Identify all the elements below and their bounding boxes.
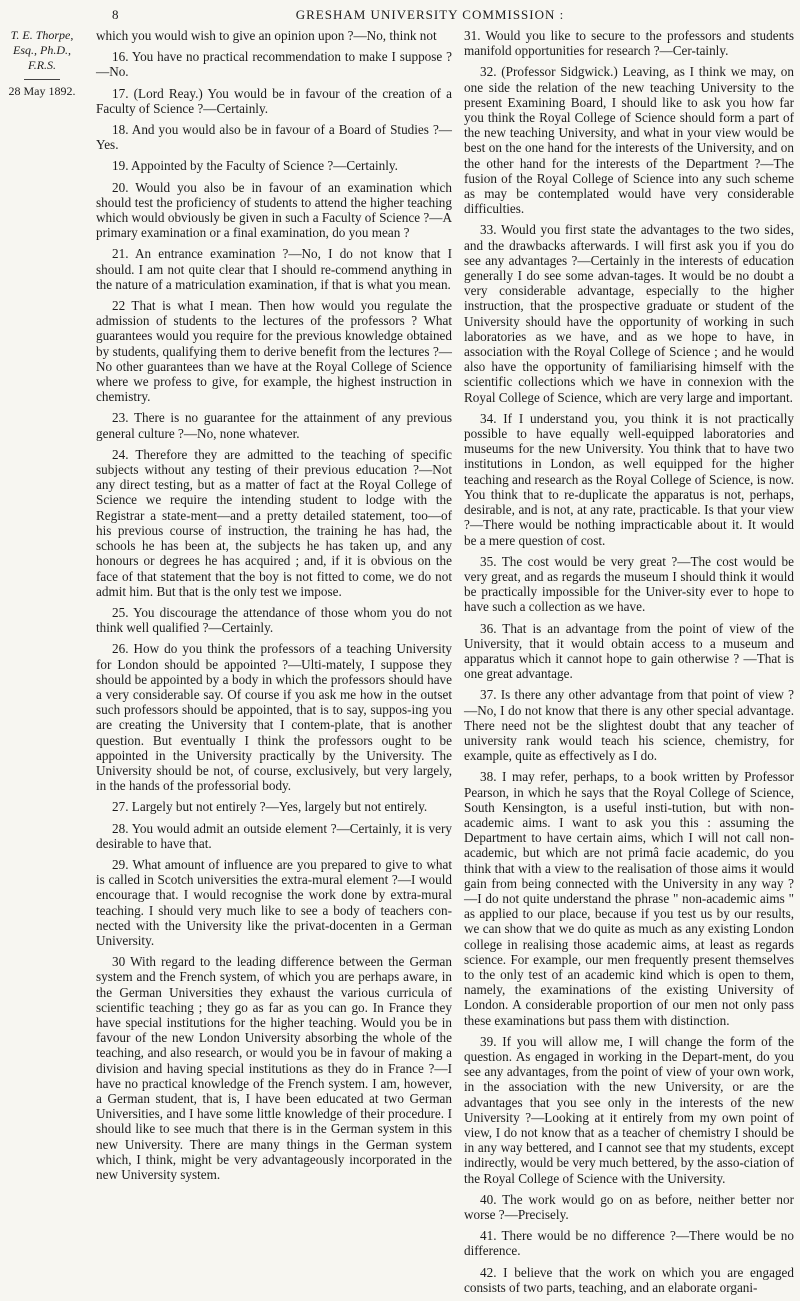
- margin-witness-note: [4, 28, 80, 99]
- evidence-paragraph: 25. You discourage the attendance of those whom you do not think well qualified ?—Certainly.: [96, 604, 452, 636]
- evidence-paragraph: 37. Is there any other advantage from that point of view ?—No, I do not know that there is any other special advantage. There need not be the slightest doubt that any teacher of university rank would teach his science, chemistry, for example, quite as effectively as I do.: [464, 687, 794, 764]
- evidence-paragraph: 34. If I understand you, you think it is not practically possible to have equally well-equipped laboratories and museums for the new University. You think that to have two institutions in London, as well equipped for the higher teaching and research as the Royal College of Science, is now. You think that to re-duplicate the apparatus is not, perhaps, desirable, and is not, at any rate, practicable. Is that your view ?—There would be nothing impracticable about it. It would be a mere question of cost.: [464, 410, 794, 548]
- evidence-paragraph: 38. I may refer, perhaps, to a book written by Professor Pearson, in which he says that the Royal College of Science, South Kensington, is a useful insti-tution, but with non-academic aims. I want to ask you this : assuming the Department to have certain aims, which I will not call non-academic, but which are not primâ facie academic, do you think that with a view to the realisation of those aims it would gain from being connected with the University in any way ? —I do not quite understand the phrase " non-academic aims " as applied to our place, because if you test us by our results, we can show that we do quite as much as any existing London college in realising those academic aims, at least as regards science. For example, our men frequently present themselves to the only test of an academic kind which is open to them, namely, the examinations of the existing University of London. A considerable proportion of our men not only pass these examinations but pass them with distinction.: [464, 769, 794, 1028]
- witness-degree: Esq., Ph.D.,: [13, 43, 71, 57]
- witness-date: 28 May 1892.: [8, 84, 76, 98]
- right-column: [464, 28, 794, 1301]
- left-column: [96, 28, 452, 1188]
- evidence-paragraph: 27. Largely but not entirely ?—Yes, largely but not entirely.: [112, 799, 428, 815]
- evidence-paragraph: 39. If you will allow me, I will change the form of the question. As engaged in working in the Depart-ment, do you see any advantages, from the point of view of your own work, in the association with the new University, or are the advantages that you see only in the interests of the new University ?—Looking at it entirely from my own point of view, I do not know that as a teacher of chemistry I should be in any way bettered, and I cannot see that my students, except indirectly, would be very much bettered, by the asso-ciation of the Royal College of Science with the University.: [464, 1033, 794, 1186]
- running-title: GRESHAM UNIVERSITY COMMISSION :: [295, 7, 565, 22]
- evidence-paragraph: 31. Would you like to secure to the professors and students manifold opportunities for research ?—Cer-tainly.: [464, 28, 794, 59]
- evidence-paragraph: 19. Appointed by the Faculty of Science ?—Certainly.: [112, 158, 398, 174]
- evidence-paragraph: 20. Would you also be in favour of an examination which should test the proficiency of students to attend the higher teaching which would obviously be given in such a Faculty of Science ?—A primary examination or a final examination, do you mean ?: [96, 179, 452, 241]
- evidence-paragraph: 36. That is an advantage from the point of view of the University, that it would obtain access to a museum and apparatus which it cannot hope to gain otherwise ? —That is one great advantage.: [464, 620, 794, 682]
- evidence-paragraph: 23. There is no guarantee for the attainment of any previous general culture ?—No, none whatever.: [96, 410, 452, 441]
- evidence-paragraph: 33. Would you first state the advantages to the two sides, and the drawbacks afterwards. I will first ask you if you do see any advantages ?—Certainly in the interests of education generally I do see some advan-tages. It would be no doubt a very considerable advantage, especially to the higher instruction, that the prospective graduate or student of the University should have the opportunity of working in such laboratories as we have, and as we hope to have, in association with the Royal College of Science ; and he would also have the opportunity of familiarising himself with the scientific collections which we have in connexion with the Royal College of Science, which are very large and important.: [464, 222, 794, 405]
- evidence-paragraph: 28. You would admit an outside element ?—Certainly, it is very desirable to have that.: [96, 820, 452, 851]
- evidence-paragraph: 22 That is what I mean. Then how would you regulate the admission of students to the lectures of the professors ? What guarantees would you require for the previous knowledge obtained by students, qualifying them to derive benefit from the lectures ?—No other guarantees than we have at the Royal College of Science where we profess to give, for example, the highest instruction in chemistry.: [96, 298, 452, 405]
- evidence-paragraph: 30 With regard to the leading difference between the German system and the French system, of which you are perhaps aware, in the German Universities they exhaust the various curricula of scientific teaching ; they go as far as you can go. In France they have special institutions for the higher teaching. Would you be in favour of the new London University absorbing the whole of the teaching, and also research, or would you be in favour of making a division and having special institutions as they do in France ?—I have no practical knowledge of the French system. I am, however, a German student, that is, I have been educated at two German Universities, and I have some little knowledge of their procedure. I should like to see much that there is in the German system in this new University. There are many things in the German system which, I think, might be very advantageously incorporated in the new University system.: [96, 954, 452, 1183]
- witness-name: T. E. Thorpe,: [10, 28, 74, 42]
- evidence-paragraph: 21. An entrance examination ?—No, I do not know that I should. I am not quite clear that I should re-commend anything in the nature of a matriculation examination, if that is what you mean.: [96, 246, 452, 292]
- evidence-paragraph: 16. You have no practical recommendation to make I suppose ?—No.: [96, 49, 452, 80]
- evidence-paragraph: 24. Therefore they are admitted to the teaching of specific subjects without any testing of their previous education ?—Not any direct testing, but as a matter of fact at the Royal College of Science we require the intending student to lodge with the Registrar a state-ment—and a pretty detailed statement, too—of his previous course of instruction, the training he has had, the schools he has been at, the subjects he has taken up, and any honours or degrees he has acquired ; and, if it is obvious on the face of that statement that the boy is not fitted to come, we do not admit him. But that is the only test we impose.: [96, 446, 452, 599]
- evidence-paragraph: 41. There would be no difference ?—There would be no difference.: [464, 1228, 794, 1259]
- margin-divider: [24, 79, 60, 80]
- evidence-paragraph: 29. What amount of influence are you prepared to give to what is called in Scotch universities the extra-mural element ?—I would encourage that. I would recognise the work done by extra-mural teaching. I should very much like to see a body of teachers con-nected with the University like the privat-docenten in a German University.: [96, 856, 452, 948]
- evidence-paragraph: 35. The cost would be very great ?—The cost would be very great, and as regards the museum I should think it would be practically impossible for the Univer-sity ever to hope to have such a collection as we have.: [464, 553, 794, 615]
- evidence-paragraph: which you would wish to give an opinion upon ?—No, think not: [96, 28, 437, 43]
- evidence-paragraph: 40. The work would go on as before, neither better nor worse ?—Precisely.: [464, 1191, 794, 1223]
- evidence-paragraph: 42. I believe that the work on which you are engaged consists of two parts, teaching, and an elaborate organi-: [464, 1264, 794, 1295]
- evidence-paragraph: 26. How do you think the professors of a teaching University for London should be appointed ?—Ulti-mately, I suppose they should be appointed by a body in which the professors should have a very considerable say. Of course if you ask me how in the outset such professors should be appointed, that is to say, suppos-ing you are creating the University that I contem-plate, that is another question. But eventually I think the professors ought to be appointed in the University practically by the University. The University should be not, of course, exclusively, but very largely, in the hands of the professorial body.: [96, 641, 452, 794]
- evidence-paragraph: 17. (Lord Reay.) You would be in favour of the creation of a Faculty of Science ?—Certainly.: [96, 85, 452, 116]
- evidence-paragraph: 32. (Professor Sidgwick.) Leaving, as I think we may, on one side the relation of the new teaching University to the present Examining Board, I should like to ask you how far you think the Royal College of Science should form a part of the new teaching University, and what in your view would be best on the one hand for the interests of the University, and on the other hand for the interests of the Department ?—The fusion of the Royal College of Science into any such scheme as may be contemplated would have very considerable difficulties.: [464, 64, 794, 217]
- evidence-paragraph: 18. And you would also be in favour of a Board of Studies ?—Yes.: [96, 122, 452, 153]
- page-number: 8: [112, 7, 119, 22]
- witness-fellow: F.R.S.: [27, 58, 57, 72]
